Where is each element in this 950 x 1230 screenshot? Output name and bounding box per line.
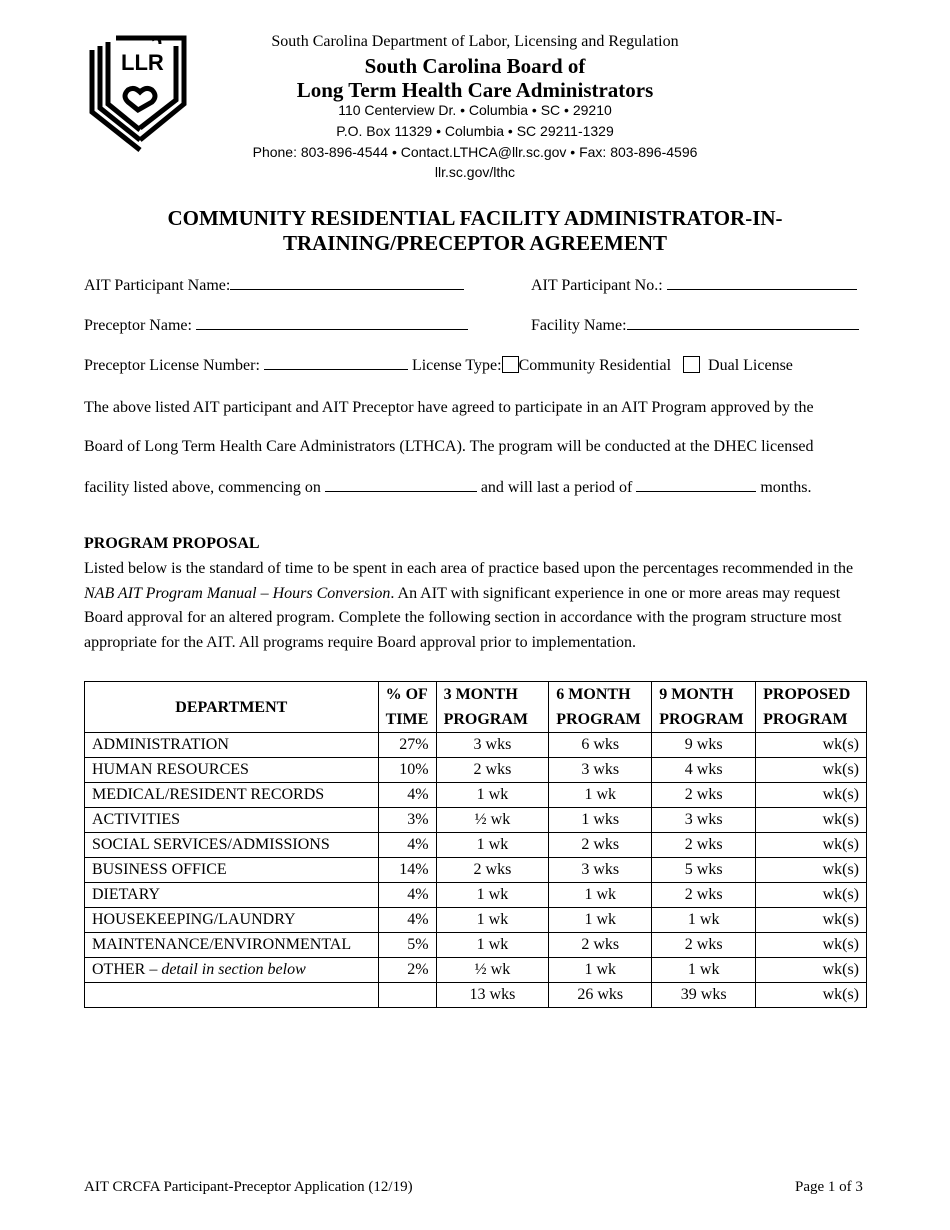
cell-6-month: 3 wks	[549, 758, 652, 783]
footer-page-number: Page 1 of 3	[795, 1179, 863, 1195]
preceptor-name-row	[84, 315, 468, 335]
license-number-field[interactable]	[264, 355, 408, 370]
ait-name-field[interactable]	[230, 275, 464, 290]
proposal-text-a: Listed below is the standard of time to be spent in each area of practice based upon the percentages recommended in the	[84, 560, 854, 577]
table-header-row	[85, 682, 867, 733]
preceptor-name-label: Preceptor Name:	[84, 317, 192, 334]
cell-6-month: 1 wk	[549, 958, 652, 983]
table-total-row	[85, 983, 867, 1008]
total-cell-department	[85, 983, 379, 1008]
cell-percent: 2%	[378, 958, 436, 983]
header-percent-time: % OF TIME	[378, 682, 436, 733]
cell-department: MEDICAL/RESIDENT RECORDS	[85, 783, 379, 808]
community-residential-label: Community Residential	[518, 357, 672, 374]
preceptor-name-field[interactable]	[196, 315, 468, 330]
table-row	[85, 758, 867, 783]
cell-9-month: 9 wks	[652, 733, 756, 758]
agreement-line-3	[84, 477, 811, 497]
board-line-1: South Carolina Board of	[364, 54, 586, 78]
table-row	[85, 908, 867, 933]
agreement-line-2: Board of Long Term Health Care Administrators (LTHCA). The program will be conducted at the DHEC licensed	[84, 438, 814, 455]
header-9-month: 9 MONTH PROGRAM	[652, 682, 756, 733]
title-line-1: COMMUNITY RESIDENTIAL FACILITY ADMINISTRATOR-IN-	[167, 206, 783, 230]
cell-9-month: 1 wk	[652, 958, 756, 983]
cell-6-month: 6 wks	[549, 733, 652, 758]
cell-percent: 4%	[378, 783, 436, 808]
ait-name-label: AIT Participant Name:	[84, 277, 231, 294]
cell-proposed[interactable]: wk(s)	[756, 933, 867, 958]
cell-3-month: ½ wk	[436, 958, 549, 983]
cell-3-month: 1 wk	[436, 833, 549, 858]
program-proposal-text	[84, 557, 874, 655]
community-residential-checkbox[interactable]	[502, 356, 519, 373]
cell-3-month: 2 wks	[436, 858, 549, 883]
table-row	[85, 883, 867, 908]
license-row	[84, 355, 793, 375]
svg-text:LLR: LLR	[121, 50, 164, 75]
total-cell-3-month: 13 wks	[436, 983, 549, 1008]
header-3-month: 3 MONTH PROGRAM	[436, 682, 549, 733]
cell-3-month: 1 wk	[436, 933, 549, 958]
cell-department: HUMAN RESOURCES	[85, 758, 379, 783]
cell-9-month: 1 wk	[652, 908, 756, 933]
cell-department	[85, 958, 379, 983]
ait-no-row	[531, 275, 857, 295]
total-cell-9-month: 39 wks	[652, 983, 756, 1008]
cell-proposed[interactable]: wk(s)	[756, 883, 867, 908]
cell-proposed[interactable]: wk(s)	[756, 733, 867, 758]
license-type-label: License Type:	[411, 357, 502, 374]
cell-9-month: 3 wks	[652, 808, 756, 833]
cell-department: SOCIAL SERVICES/ADMISSIONS	[85, 833, 379, 858]
cell-percent: 4%	[378, 883, 436, 908]
cell-proposed[interactable]: wk(s)	[756, 958, 867, 983]
cell-6-month: 2 wks	[549, 933, 652, 958]
proposal-text-b: . An AIT with significant experience in one or more areas may request Board approval for an altered program. Complete the following section in accordance with the program structure most appropriate for the AIT. All programs require Board approval prior to implementation.	[84, 584, 842, 651]
total-cell-proposed[interactable]: wk(s)	[756, 983, 867, 1008]
department-name: South Carolina Department of Labor, Licensing and Regulation	[271, 33, 679, 50]
cell-3-month: 1 wk	[436, 908, 549, 933]
ait-no-field[interactable]	[667, 275, 857, 290]
board-name	[0, 54, 950, 102]
proposal-manual-title: NAB AIT Program Manual – Hours Conversion	[84, 584, 391, 602]
cell-percent: 3%	[378, 808, 436, 833]
cell-3-month: 1 wk	[436, 783, 549, 808]
header-department: DEPARTMENT	[85, 682, 379, 733]
table-row	[85, 808, 867, 833]
cell-percent: 4%	[378, 833, 436, 858]
program-proposal-heading: PROGRAM PROPOSAL	[84, 535, 260, 552]
cell-percent: 5%	[378, 933, 436, 958]
table-row	[85, 833, 867, 858]
cell-department: ADMINISTRATION	[85, 733, 379, 758]
agreement-line-1: The above listed AIT participant and AIT Preceptor have agreed to participate in an AIT Program approved by the	[84, 399, 814, 416]
cell-3-month: 2 wks	[436, 758, 549, 783]
cell-9-month: 2 wks	[652, 933, 756, 958]
dual-license-label: Dual License	[708, 357, 793, 374]
months-label: months.	[760, 479, 812, 496]
commencing-label: facility listed above, commencing on	[84, 479, 321, 496]
cell-department: MAINTENANCE/ENVIRONMENTAL	[85, 933, 379, 958]
cell-9-month: 5 wks	[652, 858, 756, 883]
cell-9-month: 4 wks	[652, 758, 756, 783]
table-row	[85, 858, 867, 883]
cell-6-month: 1 wks	[549, 808, 652, 833]
ait-name-row	[84, 275, 464, 295]
table-row	[85, 783, 867, 808]
table-row	[85, 958, 867, 983]
cell-9-month: 2 wks	[652, 783, 756, 808]
facility-name-label: Facility Name:	[531, 317, 627, 334]
cell-6-month: 1 wk	[549, 908, 652, 933]
cell-9-month: 2 wks	[652, 883, 756, 908]
table-row	[85, 933, 867, 958]
facility-name-field[interactable]	[627, 315, 859, 330]
cell-6-month: 2 wks	[549, 833, 652, 858]
cell-department: BUSINESS OFFICE	[85, 858, 379, 883]
facility-name-row	[531, 315, 859, 335]
cell-proposed[interactable]: wk(s)	[756, 758, 867, 783]
cell-proposed[interactable]: wk(s)	[756, 858, 867, 883]
cell-department: DIETARY	[85, 883, 379, 908]
cell-9-month: 2 wks	[652, 833, 756, 858]
cell-percent: 10%	[378, 758, 436, 783]
total-cell-6-month: 26 wks	[549, 983, 652, 1008]
other-detail-note: detail in section below	[161, 961, 306, 978]
months-field[interactable]	[636, 477, 756, 492]
cell-proposed[interactable]: wk(s)	[756, 783, 867, 808]
cell-3-month: 1 wk	[436, 883, 549, 908]
contact-line: Phone: 803-896-4544 • Contact.LTHCA@llr.sc.gov • Fax: 803-896-4596	[252, 144, 698, 160]
cell-6-month: 1 wk	[549, 883, 652, 908]
other-prefix: OTHER –	[92, 961, 162, 978]
period-label: and will last a period of	[480, 479, 633, 496]
cell-proposed[interactable]: wk(s)	[756, 908, 867, 933]
program-table	[84, 681, 867, 1008]
table-row	[85, 733, 867, 758]
cell-department: ACTIVITIES	[85, 808, 379, 833]
cell-proposed[interactable]: wk(s)	[756, 808, 867, 833]
cell-6-month: 3 wks	[549, 858, 652, 883]
header-proposed: PROPOSED PROGRAM	[756, 682, 867, 733]
cell-3-month: ½ wk	[436, 808, 549, 833]
board-line-2: Long Term Health Care Administrators	[296, 78, 654, 102]
total-cell-percent	[378, 983, 436, 1008]
cell-percent: 14%	[378, 858, 436, 883]
title-line-2: TRAINING/PRECEPTOR AGREEMENT	[282, 231, 668, 255]
website-link[interactable]: llr.sc.gov/lthc	[434, 164, 516, 180]
header-6-month: 6 MONTH PROGRAM	[549, 682, 652, 733]
license-number-label: Preceptor License Number:	[84, 357, 260, 374]
address-line-2: P.O. Box 11329 • Columbia • SC 29211-1329	[336, 123, 614, 139]
cell-3-month: 3 wks	[436, 733, 549, 758]
cell-department: HOUSEKEEPING/LAUNDRY	[85, 908, 379, 933]
dual-license-checkbox[interactable]	[683, 356, 700, 373]
page-title	[0, 206, 950, 256]
cell-percent: 27%	[378, 733, 436, 758]
footer-form-id: AIT CRCFA Participant-Preceptor Application (12/19)	[84, 1179, 413, 1195]
cell-6-month: 1 wk	[549, 783, 652, 808]
commencing-date-field[interactable]	[325, 477, 477, 492]
ait-no-label: AIT Participant No.:	[531, 277, 663, 294]
address-line-1: 110 Centerview Dr. • Columbia • SC • 29210	[338, 102, 612, 118]
cell-percent: 4%	[378, 908, 436, 933]
table-body	[85, 733, 867, 1008]
cell-proposed[interactable]: wk(s)	[756, 833, 867, 858]
